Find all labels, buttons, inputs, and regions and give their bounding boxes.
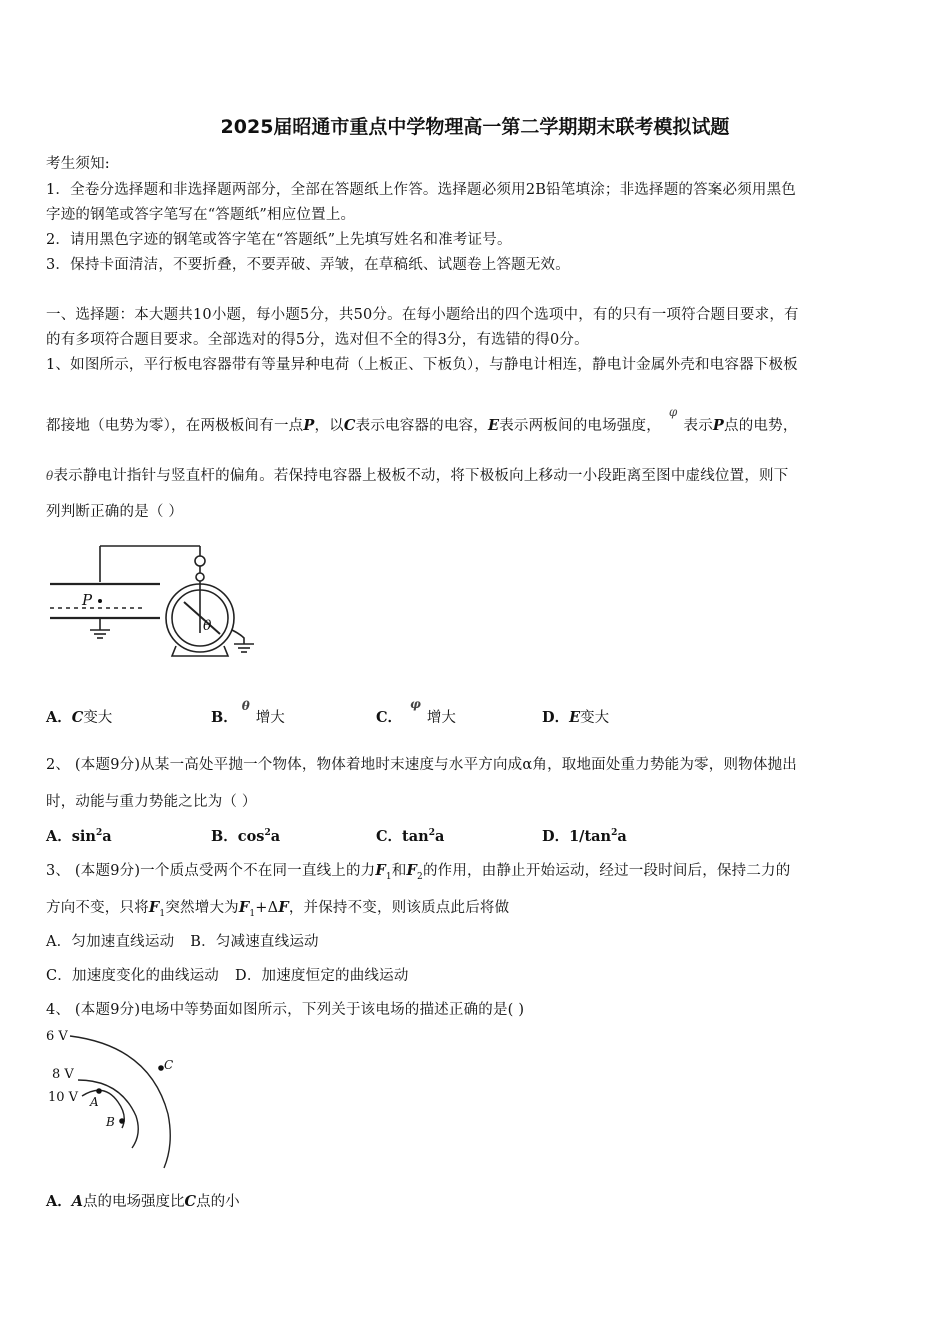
q1-option-d[interactable]: [542, 706, 609, 727]
option-var: A: [71, 1193, 84, 1210]
sub-1: 1: [249, 908, 256, 919]
sub-1: 1: [159, 908, 166, 919]
option-fn: cos: [237, 828, 265, 845]
q3-options-row1: [46, 930, 319, 951]
notice-item-1-cont: 字迹的钢笔或答字笔写在“答题纸”相应位置上。: [46, 207, 356, 223]
q1-option-c[interactable]: [376, 697, 456, 727]
var-f1: F: [148, 899, 160, 916]
var-phi: φ: [668, 405, 678, 419]
point-b: [119, 1118, 125, 1124]
q1-option-a[interactable]: [46, 706, 112, 727]
electrometer-base: [172, 646, 228, 656]
option-letter: B．: [211, 709, 238, 726]
option-fn: tan: [402, 828, 429, 845]
equipotential-figure: [40, 1024, 200, 1174]
q1-text: 点的电势，: [724, 418, 798, 434]
q2-line1: 2、 (本题9分)从某一高处平抛一个物体，物体着地时末速度与水平方向成α角，取地面处重力势能为零，则物体抛出: [46, 757, 797, 773]
q3-line1: [46, 859, 790, 882]
option-arg: a: [617, 828, 627, 845]
q3-options-row2: [46, 964, 409, 985]
q4-line1: 4、 (本题9分)电场中等势面如图所示，下列关于该电场的描述正确的是( ): [46, 1002, 525, 1018]
var-c: C: [343, 417, 356, 434]
q3-option-a[interactable]: A．匀加速直线运动: [46, 934, 175, 950]
q3-text: 的作用，由静止开始运动，经过一段时间后，保持二力的: [422, 863, 791, 879]
var-p: P: [712, 417, 725, 434]
section-intro-line1: 一、选择题：本大题共10小题，每小题5分，共50分。在每小题给出的四个选项中，有的只有一项符合题目要求，有: [46, 307, 799, 323]
q2-option-a[interactable]: [46, 825, 112, 846]
option-text: 点的小: [196, 1194, 240, 1210]
point-p-label: P: [82, 591, 93, 609]
q1-line3: [46, 464, 788, 485]
option-text: 变大: [580, 710, 610, 726]
electrometer-needle: [184, 602, 220, 634]
electrometer-knob: [196, 573, 204, 581]
page-title: 2025届昭通市重点中学物理高一第二学期期末联考模拟试题: [220, 116, 730, 138]
q3-text: +Δ: [255, 900, 279, 916]
option-letter: C．: [376, 709, 403, 726]
equipotential-10v: [82, 1090, 124, 1128]
option-var: C: [71, 709, 84, 726]
option-text: 增大: [255, 710, 285, 726]
label-a: A: [90, 1095, 99, 1109]
var-f1: F: [238, 899, 250, 916]
option-sup: 2: [428, 828, 435, 839]
q3-option-d[interactable]: D．加速度恒定的曲线运动: [235, 968, 409, 984]
q3-text: 方向不变，只将: [46, 900, 149, 916]
electrometer-knob: [195, 556, 205, 566]
section-intro-line2: 的有多项符合题目要求。全部选对的得5分，选对但不全的得3分，有选错的得0分。: [46, 332, 589, 348]
q3-text: 突然增大为: [165, 900, 239, 916]
var-e: E: [487, 417, 500, 434]
q3-text: 3、 (本题9分)一个质点受两个不在同一直线上的力: [46, 863, 376, 879]
label-b: B: [106, 1115, 115, 1129]
q2-line2: 时，动能与重力势能之比为（ ）: [46, 794, 257, 810]
var-theta: θ: [46, 469, 54, 483]
option-letter: A．: [46, 1193, 72, 1210]
q3-line2: [46, 896, 509, 919]
option-arg: a: [434, 828, 445, 845]
label-10v: 10 V: [48, 1090, 79, 1105]
q1-line2: [46, 405, 798, 435]
q1-text: 表示两板间的电场强度，: [499, 418, 661, 434]
q4-option-a[interactable]: [46, 1190, 240, 1211]
q1-line1: 1、如图所示，平行板电容器带有等量异种电荷（上板正、下板负），与静电计相连，静电计金属外壳和电容器下极板: [46, 357, 798, 373]
option-sup: 2: [95, 828, 103, 839]
option-var: φ: [410, 697, 421, 711]
q1-text: 表示: [683, 418, 713, 434]
var-f2: F: [406, 862, 418, 879]
q1-text: 表示电容器的电容，: [355, 418, 488, 434]
var-f1: F: [375, 862, 386, 879]
option-arg: a: [270, 828, 281, 845]
q1-text: ，以: [314, 418, 344, 434]
q2-option-c[interactable]: [376, 825, 444, 846]
var-f: F: [278, 899, 289, 916]
option-arg: a: [102, 828, 112, 845]
q3-text: ，并保持不变，则该质点此后将做: [288, 900, 510, 916]
label-8v: 8 V: [52, 1067, 74, 1082]
notice-item-2: 2．请用黑色字迹的钢笔或答字笔在“答题纸”上先填写姓名和准考证号。: [46, 232, 512, 248]
point-a: [96, 1088, 102, 1094]
label-c: C: [164, 1058, 174, 1072]
theta-label: θ: [203, 618, 212, 634]
option-letter: B．: [211, 828, 238, 845]
notice-heading: 考生须知:: [46, 156, 110, 172]
q1-option-b[interactable]: [211, 699, 285, 727]
q3-option-b[interactable]: B．匀减速直线运动: [190, 934, 319, 950]
sub-2: 2: [417, 871, 423, 882]
q3-option-c[interactable]: C．加速度变化的曲线运动: [46, 968, 219, 984]
option-text: 变大: [83, 710, 113, 726]
q1-text: 都接地（电势为零），在两极板间有一点: [46, 418, 304, 434]
option-text: 点的电场强度比: [83, 1194, 185, 1210]
q2-option-d[interactable]: [542, 825, 627, 846]
option-letter: A．: [46, 709, 72, 726]
option-letter: A．: [46, 828, 72, 845]
option-sup: 2: [611, 828, 618, 839]
option-text: 增大: [426, 710, 456, 726]
sub-1: 1: [385, 871, 392, 882]
option-var: C: [184, 1193, 197, 1210]
option-fn: sin: [71, 828, 96, 845]
option-letter: C．: [376, 828, 403, 845]
equipotential-6v: [70, 1036, 170, 1168]
equipotential-8v: [78, 1080, 138, 1148]
q2-option-b[interactable]: [211, 825, 280, 846]
notice-item-3: 3．保持卡面清洁，不要折叠，不要弄破、弄皱，在草稿纸、试题卷上答题无效。: [46, 257, 570, 273]
option-var: E: [569, 709, 581, 726]
option-letter: D．: [542, 828, 570, 845]
point-c: [158, 1065, 164, 1071]
q1-line4: 列判断正确的是（ ）: [46, 504, 184, 520]
option-var: θ: [241, 699, 250, 713]
label-6v: 6 V: [46, 1029, 68, 1044]
option-letter: D．: [542, 709, 570, 726]
option-sup: 2: [264, 828, 271, 839]
capacitor-electrometer-figure: [40, 538, 270, 678]
case-ground-wire: [232, 630, 244, 644]
point-p: [98, 599, 102, 603]
option-fn: 1/tan: [569, 828, 612, 845]
q3-text: 和: [391, 863, 407, 879]
notice-item-1: 1．全卷分选择题和非选择题两部分，全部在答题纸上作答。选择题必须用2B铅笔填涂；非选择题的答案必须用黑色: [46, 182, 797, 198]
var-p: P: [303, 417, 315, 434]
q1-text: 表示静电计指针与竖直杆的偏角。若保持电容器上极板不动，将下极板向上移动一小段距离至图中虚线位置，则下: [53, 468, 789, 484]
